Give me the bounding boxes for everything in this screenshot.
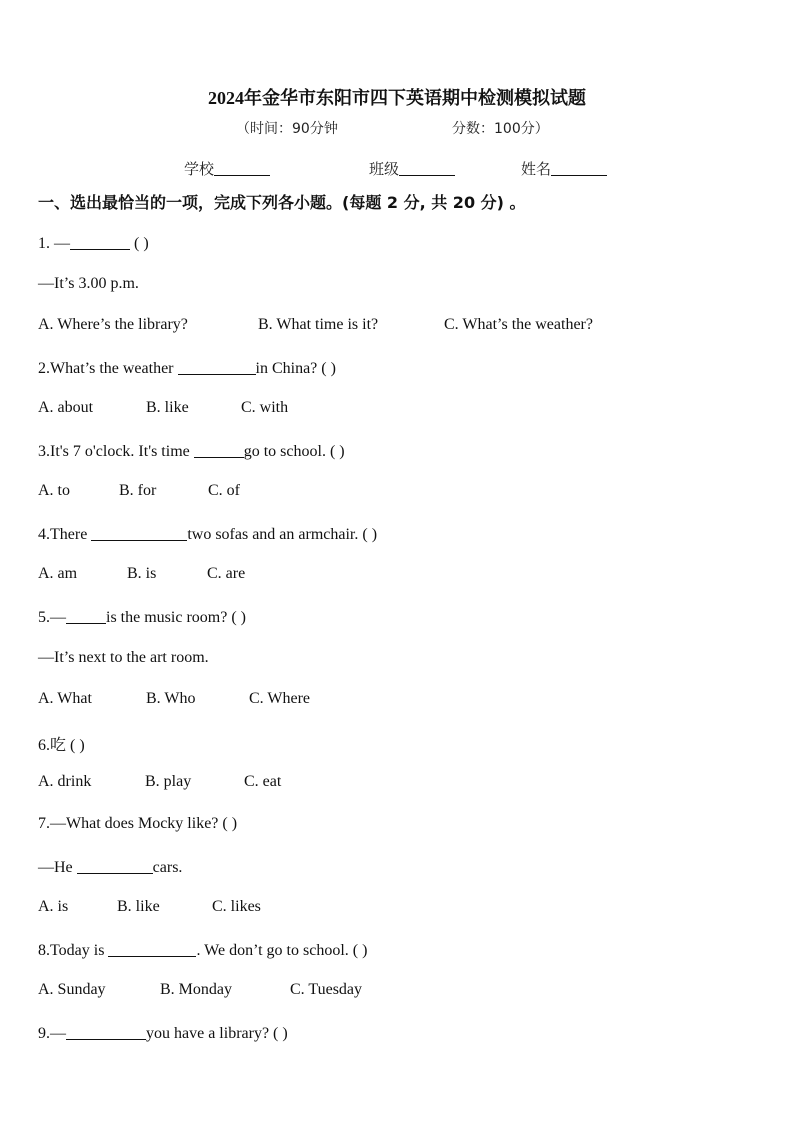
option-c[interactable]: C. with bbox=[241, 399, 289, 416]
option-b[interactable]: B. like bbox=[117, 898, 160, 915]
option-a[interactable]: A. What bbox=[38, 690, 92, 707]
section-heading: 一、选出最恰当的一项，完成下列各小题。(每题 2 分, 共 20 分) 。 bbox=[38, 193, 526, 212]
option-b[interactable]: B. What time is it? bbox=[258, 316, 379, 333]
question-5-answer: —It’s next to the art room. bbox=[38, 649, 209, 666]
page-title: 2024年金华市东阳市四下英语期中检测模拟试题 bbox=[208, 88, 586, 108]
exam-score: 分数：100分） bbox=[452, 121, 549, 137]
question-9: 9.— you have a library? ( ) bbox=[38, 1025, 288, 1042]
question-6-options bbox=[38, 773, 281, 791]
name-field bbox=[521, 158, 607, 179]
question-1-options bbox=[38, 316, 593, 334]
option-b[interactable]: B. is bbox=[127, 565, 157, 582]
option-c[interactable]: C. likes bbox=[212, 898, 261, 915]
question-8-options bbox=[38, 981, 362, 999]
option-a[interactable]: A. Where’s the library? bbox=[38, 316, 188, 333]
question-3-options bbox=[38, 482, 240, 500]
question-4: 4.There two sofas and an armchair. ( ) bbox=[38, 526, 378, 543]
option-a[interactable]: A. drink bbox=[38, 773, 92, 790]
question-5: 5.— is the music room? ( ) bbox=[38, 609, 246, 626]
question-1-answer: —It’s 3.00 p.m. bbox=[38, 275, 139, 292]
exam-time: （时间：90分钟 bbox=[236, 121, 338, 137]
option-c[interactable]: C. Tuesday bbox=[290, 981, 363, 998]
school-field bbox=[184, 158, 270, 179]
option-c[interactable]: C. Where bbox=[249, 690, 311, 707]
name-label: 姓名 bbox=[521, 160, 552, 178]
question-7-options bbox=[38, 898, 261, 916]
option-b[interactable]: B. play bbox=[145, 773, 192, 790]
option-b[interactable]: B. Monday bbox=[160, 981, 232, 998]
question-3: 3.It's 7 o'clock. It's time go to school. ( ) bbox=[38, 443, 345, 460]
class-field bbox=[369, 158, 455, 179]
option-a[interactable]: A. to bbox=[38, 482, 70, 499]
option-b[interactable]: B. Who bbox=[146, 690, 196, 707]
option-a[interactable]: A. is bbox=[38, 898, 69, 915]
question-2: 2.What’s the weather in China? ( ) bbox=[38, 360, 336, 377]
question-7-answer: —He cars. bbox=[38, 859, 183, 876]
option-a[interactable]: A. about bbox=[38, 399, 94, 416]
option-a[interactable]: A. am bbox=[38, 565, 78, 582]
question-1: 1. — ( ) bbox=[38, 235, 149, 252]
option-c[interactable]: C. of bbox=[208, 482, 240, 499]
class-label: 班级 bbox=[369, 160, 400, 178]
school-label: 学校 bbox=[184, 160, 215, 178]
option-c[interactable]: C. eat bbox=[244, 773, 282, 790]
option-b[interactable]: B. like bbox=[146, 399, 189, 416]
question-4-options bbox=[38, 565, 245, 583]
option-c[interactable]: C. are bbox=[207, 565, 246, 582]
option-a[interactable]: A. Sunday bbox=[38, 981, 106, 998]
question-8: 8.Today is . We don’t go to school. ( ) bbox=[38, 942, 368, 959]
option-c[interactable]: C. What’s the weather? bbox=[444, 316, 593, 333]
question-2-options bbox=[38, 399, 288, 417]
question-5-options bbox=[38, 690, 310, 708]
question-7: 7.—What does Mocky like? ( ) bbox=[38, 815, 238, 832]
option-b[interactable]: B. for bbox=[119, 482, 157, 499]
question-6: 6.吃 ( ) bbox=[38, 737, 85, 754]
